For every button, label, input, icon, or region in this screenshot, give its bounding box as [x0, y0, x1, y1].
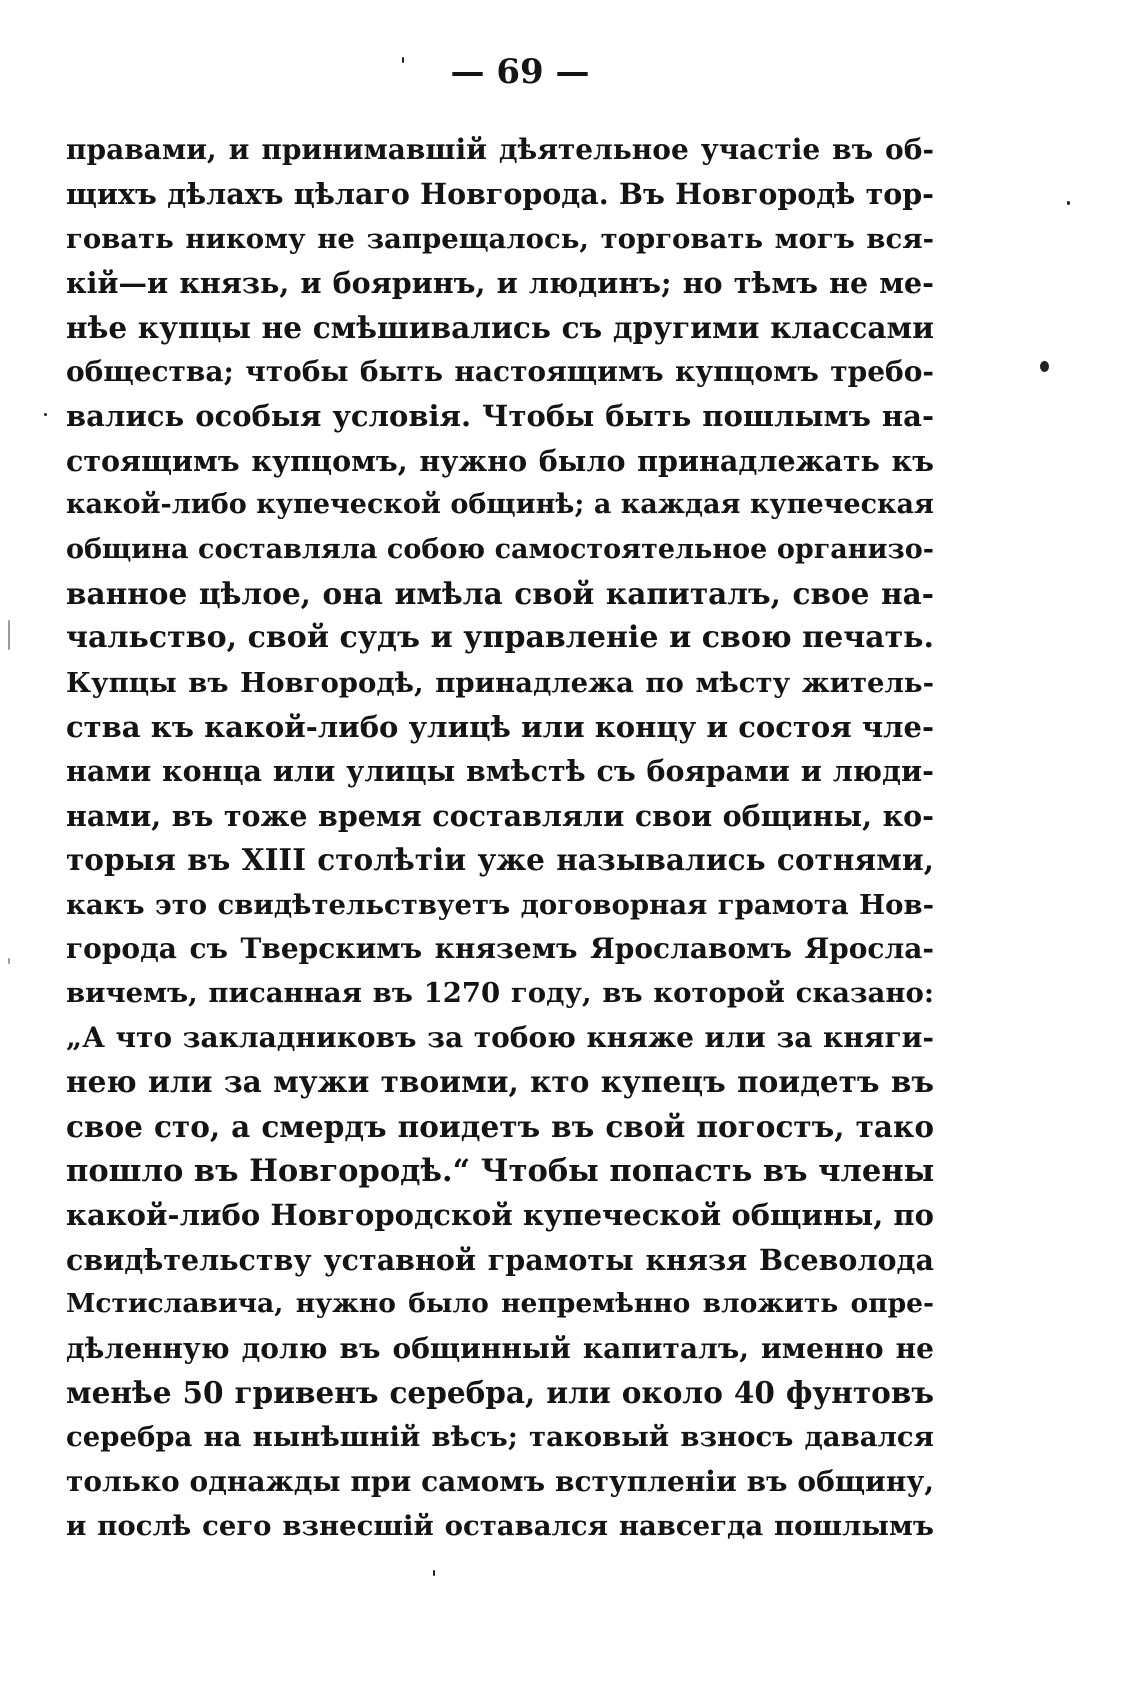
- text-line: нами, въ тоже время составляли свои общины, ко-: [66, 798, 934, 833]
- text-line: нѣе купцы не смѣшивались съ другими классами: [66, 309, 934, 345]
- text-line: общества; чтобы быть настоящимъ купцомъ требо-: [66, 354, 934, 388]
- text-line: какъ это свидѣтельствуетъ договорная грамота Нов-: [66, 888, 934, 921]
- scan-speck: [8, 958, 10, 964]
- text-line: свидѣтельству уставной грамоты князя Всеволода: [66, 1242, 934, 1277]
- text-line: пошло въ Новгородѣ.“ Чтобы попасть въ члены: [66, 1152, 934, 1189]
- text-line: правами, и принимавшій дѣятельное участіе въ об-: [66, 133, 934, 166]
- text-line: ства къ какой-либо улицѣ или концу и состоя чле-: [66, 710, 934, 745]
- text-line: вичемъ, писанная въ 1270 году, въ которой сказано:: [66, 977, 934, 1010]
- scan-speck: [8, 620, 10, 650]
- scan-speck: [433, 1570, 435, 1576]
- text-line: какой-либо купеческой общинѣ; а каждая купеческая: [66, 489, 934, 521]
- text-line: города съ Тверскимъ княземъ Ярославомъ Яросла-: [66, 932, 934, 966]
- text-line: Мстиславича, нужно было непремѣнно вложить опре-: [66, 1288, 934, 1320]
- text-line: чальство, свой судъ и управленіе и свою печать.: [66, 620, 934, 656]
- text-line: нами конца или улицы вмѣстѣ съ боярами и люди-: [66, 754, 934, 789]
- text-line: нею или за мужи твоими, кто купецъ поидетъ въ: [66, 1064, 934, 1100]
- scan-speck: [1067, 201, 1070, 205]
- text-line: вались особыя условія. Чтобы быть пошлымъ на-: [66, 399, 934, 434]
- text-line: какой-либо Новгородской купеческой общины, по: [66, 1198, 934, 1233]
- body-text: [66, 128, 934, 1549]
- text-line: ванное цѣлое, она имѣла свой капиталъ, свое на-: [66, 575, 934, 611]
- scan-speck: [44, 413, 47, 416]
- text-line: серебра на нынѣшній вѣсъ; таковый взносъ давался: [66, 1421, 934, 1454]
- text-line: говать никому не запрещалось, торговать могъ вся-: [66, 222, 934, 255]
- text-line: „А что закладниковъ за тобою княже или за княги-: [66, 1020, 934, 1054]
- scan-speck: [1040, 361, 1049, 372]
- text-line: Купцы въ Новгородѣ, принадлежа по мѣсту житель-: [66, 666, 934, 699]
- text-line: торыя въ XIII столѣтіи уже назывались сотнями,: [66, 842, 934, 878]
- text-line: только однажды при самомъ вступленіи въ общину,: [66, 1464, 934, 1498]
- text-line: свое сто, а смердъ поидетъ въ свой погостъ, тако: [66, 1108, 934, 1144]
- text-line: дѣленную долю въ общинный капиталъ, именно не: [66, 1331, 934, 1365]
- text-line: кій—и князь, и бояринъ, и людинъ; но тѣмъ не ме-: [66, 266, 934, 301]
- text-line: и послѣ сего взнесшій оставался навсегда пошлымъ: [66, 1510, 934, 1543]
- text-line: менѣе 50 гривенъ серебра, или около 40 фунтовъ: [66, 1374, 934, 1410]
- text-line: щихъ дѣлахъ цѣлаго Новгорода. Въ Новгородѣ тор-: [66, 177, 934, 212]
- text-line: община составляла собою самостоятельное организо-: [66, 533, 934, 565]
- page-number: — 69 —: [450, 52, 590, 92]
- scan-speck: [402, 57, 404, 63]
- text-line: стоящимъ купцомъ, нужно было принадлежать къ: [66, 443, 934, 478]
